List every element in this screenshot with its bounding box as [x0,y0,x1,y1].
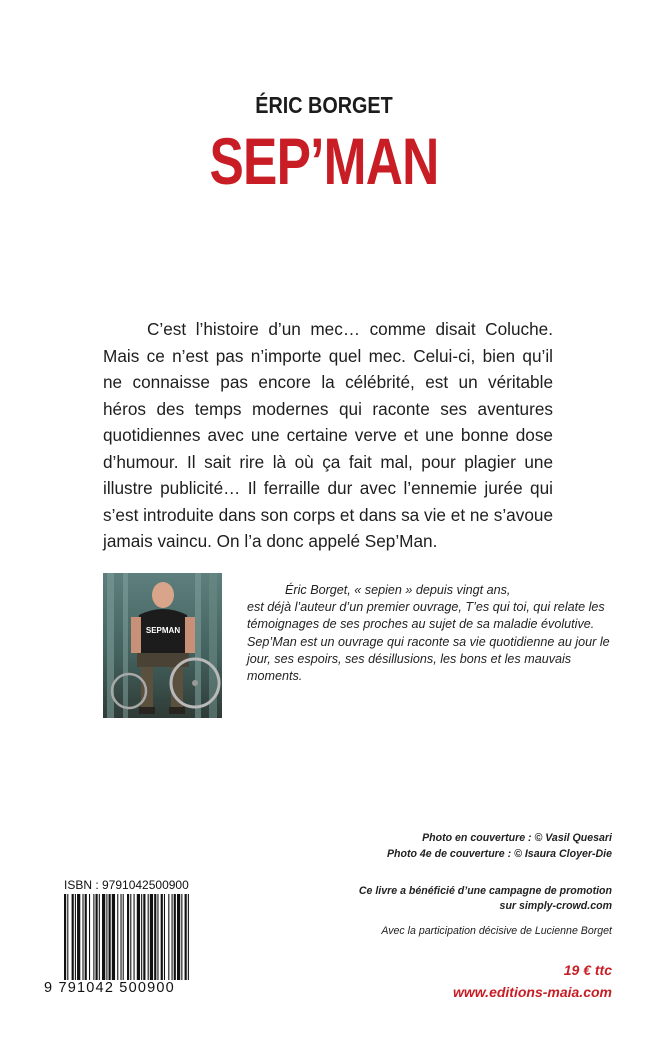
barcode-bar [157,894,158,980]
barcode-bar [75,894,76,980]
barcode-bar [188,894,189,980]
author-bio-text: est déjà l’auteur d’un premier ouvrage, T’es qui toi, qui relate les témoignages de ses proches au sujet de sa maladie évolutive. Sep’Man est un ouvrage qui raconte sa vie quotidienne au jour le jour, ses espoirs, ses désillusions, les bons et les mauvais moments. [247,600,610,684]
barcode-bar [150,894,153,980]
credit-back: Photo 4e de couverture : © Isaura Cloyer-Die [386,848,612,860]
barcode-bar [102,894,105,980]
isbn: ISBN : 9791042500900 [64,878,189,892]
barcode-bar [181,894,182,980]
barcode-bar [168,894,169,980]
barcode-bar [117,894,118,980]
barcode-bar [123,894,124,980]
barcode-bar [174,894,176,980]
author-bio-first-line: Éric Borget, « sepien » depuis vingt ans, [285,583,511,597]
barcode-bar [127,894,129,980]
promotion-line-1: Ce livre a bénéficié d’une campagne de promotion [358,885,612,897]
barcode-bar [177,894,180,980]
barcode-bar [82,894,83,980]
author-name: ÉRIC BORGET [255,92,393,118]
barcode-bar [64,894,66,980]
barcode-bar [185,894,187,980]
barcode-bar [67,894,68,980]
barcode-bar [99,894,100,980]
author-photo [103,573,222,718]
barcode-bar [120,894,121,980]
shirt-text: SEPMAN [145,626,181,635]
barcode-bar [164,894,165,980]
barcode-bar [154,894,156,980]
credit-cover: Photo en couverture : © Vasil Quesari [422,832,612,844]
barcode-bar [134,894,135,980]
barcode-bar [141,894,142,980]
photo-credits [387,830,612,862]
barcode-bar [85,894,87,980]
barcode-bar [77,894,80,980]
price: 19 € ttc [563,962,612,978]
barcode-bar [130,894,131,980]
barcode-bar [161,894,163,980]
promotion-line-2: sur simply-crowd.com [499,900,612,912]
barcode [64,894,190,980]
barcode-bar [106,894,107,980]
participation-note: Avec la participation décisive de Lucienne Borget [381,925,612,937]
synopsis: C’est l’histoire d’un mec… comme disait Coluche. Mais ce n’est pas n’importe quel mec. Celui-ci, bien qu’il ne connaisse pas encore la célébrité, est un véritable héros des temps modernes qui raconte ses aventures quotidiennes avec une certaine verve et une bonne dose d’humour. Il sait rire là où ça fait mal, pour plagier une illustre publicité… Il ferraille dur avec l’ennemie jurée qui s’est introduite dans son corps et dans sa vie et ne s’avoue jamais vaincu. On l’a donc appelé Sep’Man. [103,319,554,551]
author-bio [247,582,613,685]
barcode-bar [72,894,74,980]
author-photo-illustration [103,573,222,718]
barcode-bar [148,894,149,980]
barcode-bar [137,894,140,980]
barcode-bar [109,894,111,980]
barcode-digits: 9 791042 500900 [44,980,175,996]
publisher-website: www.editions-maia.com [453,984,612,1000]
barcode-bar [89,894,90,980]
barcode-bar [93,894,94,980]
barcode-bar [96,894,98,980]
promotion-note [359,884,612,914]
barcode-bar [143,894,145,980]
barcode-bar [112,894,115,980]
book-title: SEP’MAN [209,124,439,198]
barcode-bar [172,894,173,980]
